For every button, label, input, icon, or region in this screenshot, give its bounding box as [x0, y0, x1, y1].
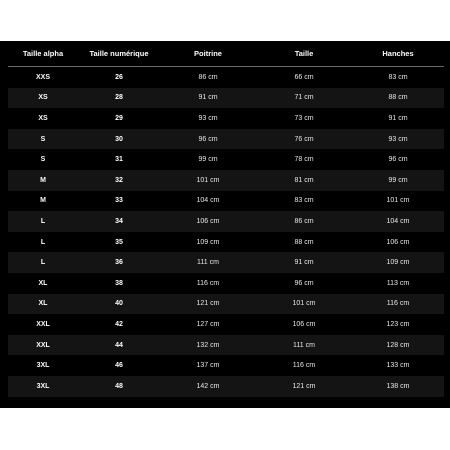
hips-cell: 138 cm	[352, 376, 444, 397]
alpha-size-cell: XXL	[8, 314, 78, 335]
hips-cell: 101 cm	[352, 191, 444, 212]
chest-cell: 111 cm	[160, 252, 256, 273]
waist-cell: 111 cm	[256, 335, 352, 356]
table-row	[8, 211, 444, 232]
chest-cell: 101 cm	[160, 170, 256, 191]
hips-cell: 83 cm	[352, 67, 444, 88]
size-chart-panel	[0, 41, 450, 408]
hips-cell: 88 cm	[352, 88, 444, 109]
size-chart-table	[8, 41, 444, 397]
numeric-size-cell: 40	[78, 294, 160, 315]
numeric-size-cell: 26	[78, 67, 160, 88]
alpha-size-cell: XL	[8, 294, 78, 315]
table-row	[8, 67, 444, 88]
chest-cell: 91 cm	[160, 88, 256, 109]
waist-cell: 71 cm	[256, 88, 352, 109]
chest-cell: 132 cm	[160, 335, 256, 356]
alpha-size-cell: L	[8, 211, 78, 232]
table-body	[8, 67, 444, 397]
alpha-size-cell: L	[8, 232, 78, 253]
table-row	[8, 108, 444, 129]
hips-cell: 106 cm	[352, 232, 444, 253]
waist-cell: 121 cm	[256, 376, 352, 397]
numeric-size-cell: 36	[78, 252, 160, 273]
header-poitrine: Poitrine	[160, 41, 256, 67]
chest-cell: 99 cm	[160, 149, 256, 170]
waist-cell: 83 cm	[256, 191, 352, 212]
table-row	[8, 232, 444, 253]
waist-cell: 91 cm	[256, 252, 352, 273]
alpha-size-cell: M	[8, 191, 78, 212]
chest-cell: 106 cm	[160, 211, 256, 232]
chest-cell: 121 cm	[160, 294, 256, 315]
waist-cell: 76 cm	[256, 129, 352, 150]
header-taille-numerique: Taille numérique	[78, 41, 160, 67]
numeric-size-cell: 31	[78, 149, 160, 170]
waist-cell: 116 cm	[256, 355, 352, 376]
numeric-size-cell: 48	[78, 376, 160, 397]
table-row	[8, 149, 444, 170]
alpha-size-cell: 3XL	[8, 376, 78, 397]
alpha-size-cell: S	[8, 129, 78, 150]
table-header-row	[8, 41, 444, 67]
alpha-size-cell: 3XL	[8, 355, 78, 376]
header-taille: Taille	[256, 41, 352, 67]
numeric-size-cell: 38	[78, 273, 160, 294]
waist-cell: 106 cm	[256, 314, 352, 335]
table-row	[8, 191, 444, 212]
numeric-size-cell: 44	[78, 335, 160, 356]
waist-cell: 66 cm	[256, 67, 352, 88]
table-row	[8, 273, 444, 294]
chest-cell: 96 cm	[160, 129, 256, 150]
waist-cell: 88 cm	[256, 232, 352, 253]
hips-cell: 113 cm	[352, 273, 444, 294]
hips-cell: 128 cm	[352, 335, 444, 356]
hips-cell: 93 cm	[352, 129, 444, 150]
numeric-size-cell: 32	[78, 170, 160, 191]
numeric-size-cell: 42	[78, 314, 160, 335]
chest-cell: 109 cm	[160, 232, 256, 253]
table-row	[8, 335, 444, 356]
hips-cell: 116 cm	[352, 294, 444, 315]
chest-cell: 127 cm	[160, 314, 256, 335]
alpha-size-cell: XS	[8, 108, 78, 129]
waist-cell: 81 cm	[256, 170, 352, 191]
hips-cell: 109 cm	[352, 252, 444, 273]
hips-cell: 91 cm	[352, 108, 444, 129]
waist-cell: 101 cm	[256, 294, 352, 315]
header-hanches: Hanches	[352, 41, 444, 67]
hips-cell: 123 cm	[352, 314, 444, 335]
alpha-size-cell: L	[8, 252, 78, 273]
alpha-size-cell: M	[8, 170, 78, 191]
table-row	[8, 314, 444, 335]
table-row	[8, 376, 444, 397]
alpha-size-cell: XXL	[8, 335, 78, 356]
alpha-size-cell: XXS	[8, 67, 78, 88]
waist-cell: 78 cm	[256, 149, 352, 170]
hips-cell: 99 cm	[352, 170, 444, 191]
hips-cell: 133 cm	[352, 355, 444, 376]
hips-cell: 96 cm	[352, 149, 444, 170]
table-row	[8, 355, 444, 376]
numeric-size-cell: 46	[78, 355, 160, 376]
numeric-size-cell: 28	[78, 88, 160, 109]
numeric-size-cell: 29	[78, 108, 160, 129]
alpha-size-cell: S	[8, 149, 78, 170]
numeric-size-cell: 35	[78, 232, 160, 253]
hips-cell: 104 cm	[352, 211, 444, 232]
chest-cell: 93 cm	[160, 108, 256, 129]
table-row	[8, 170, 444, 191]
chest-cell: 104 cm	[160, 191, 256, 212]
chest-cell: 142 cm	[160, 376, 256, 397]
chest-cell: 116 cm	[160, 273, 256, 294]
alpha-size-cell: XL	[8, 273, 78, 294]
header-taille-alpha: Taille alpha	[8, 41, 78, 67]
alpha-size-cell: XS	[8, 88, 78, 109]
chest-cell: 137 cm	[160, 355, 256, 376]
numeric-size-cell: 34	[78, 211, 160, 232]
waist-cell: 73 cm	[256, 108, 352, 129]
table-row	[8, 88, 444, 109]
numeric-size-cell: 33	[78, 191, 160, 212]
waist-cell: 96 cm	[256, 273, 352, 294]
waist-cell: 86 cm	[256, 211, 352, 232]
table-row	[8, 252, 444, 273]
numeric-size-cell: 30	[78, 129, 160, 150]
table-row	[8, 129, 444, 150]
chest-cell: 86 cm	[160, 67, 256, 88]
table-row	[8, 294, 444, 315]
